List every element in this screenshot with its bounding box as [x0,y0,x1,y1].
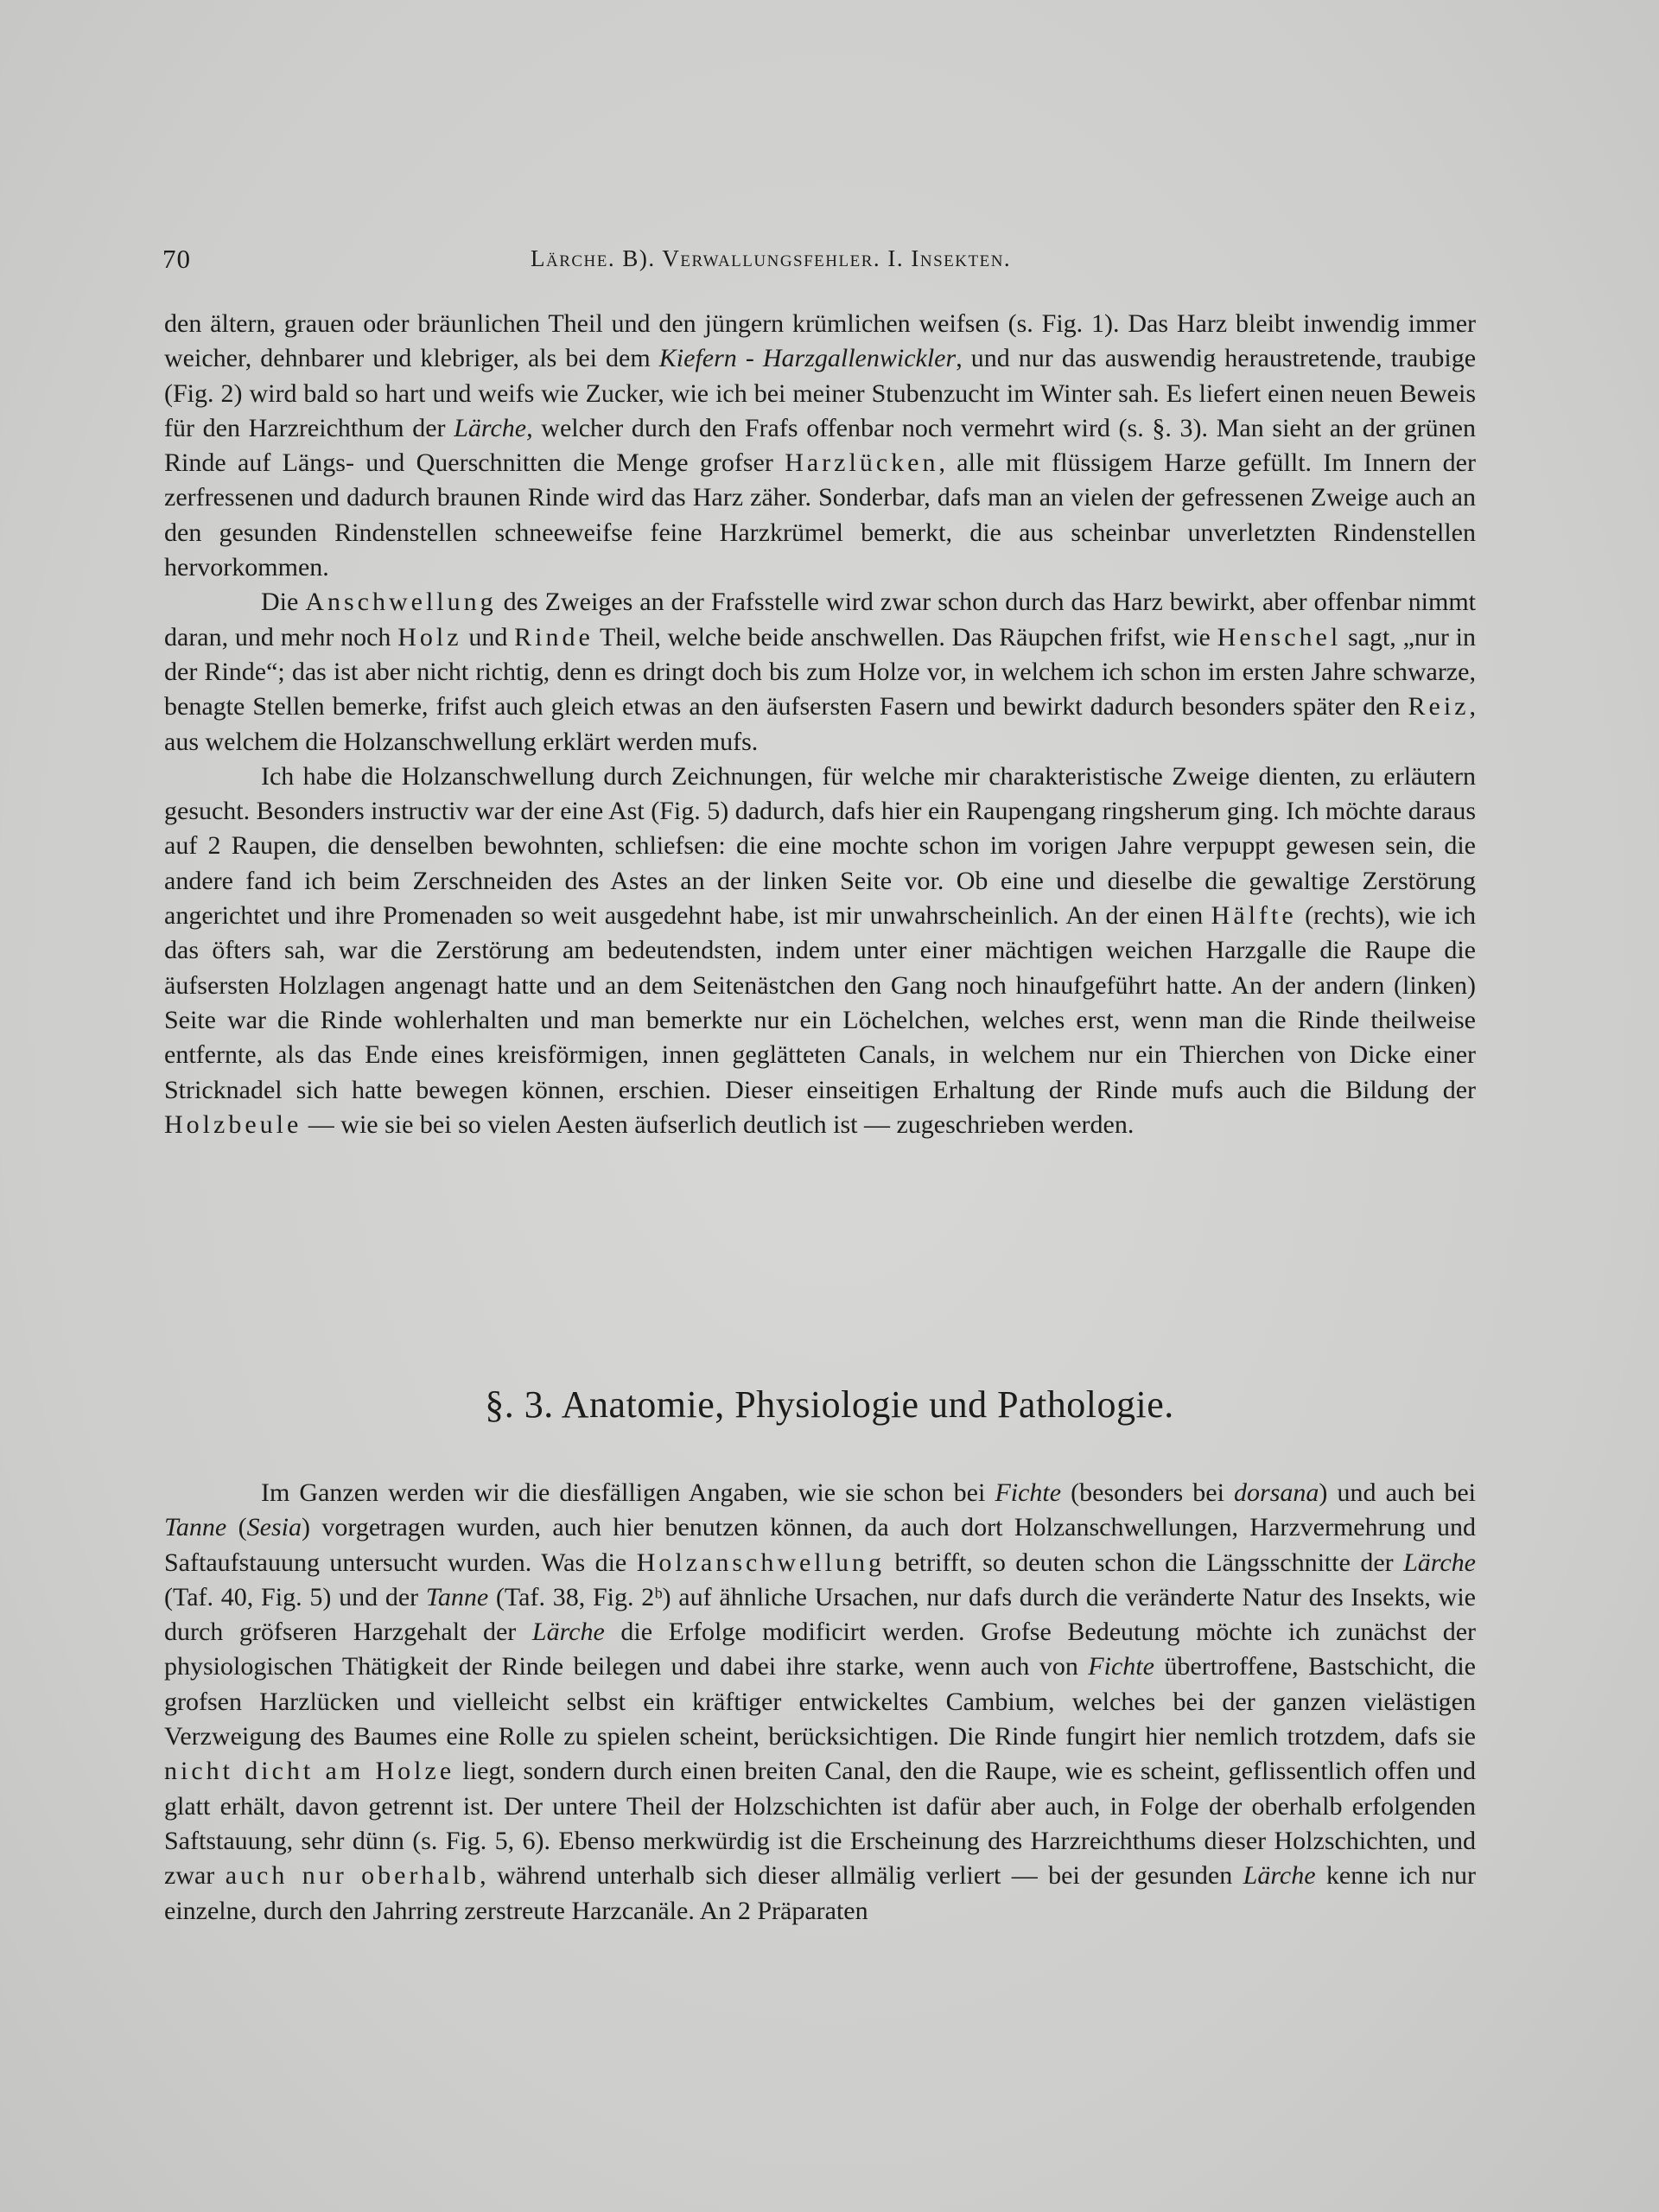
paragraph: den ältern, grauen oder bräunlichen Theil und den jüngern krümlichen weifsen (s. Fig. 1). Das Harz bleibt inwendig immer weicher, dehnbarer und klebriger, als bei dem Kiefern - Harzgallenwickler, und nur das auswendig heraustretende, traubige (Fig. 2) wird bald so hart und weifs wie Zucker, wie ich bei meiner Stubenzucht im Winter sah. Es liefert einen neuen Beweis für den Harzreichthum der Lärche, welcher durch den Frafs offenbar noch vermehrt wird (s. §. 3). Man sieht an der grünen Rinde auf Längs- und Querschnitten die Menge grofser Harzlücken, alle mit flüssigem Harze gefüllt. Im Innern der zerfressenen und dadurch braunen Rinde wird das Harz zäher. Sonderbar, dafs man an vielen der gefressenen Zweige auch an den gesunden Rindenstellen schneeweifse feine Harzkrümel bemerkt, die aus scheinbar unverletzten Rindenstellen hervorkommen. [164,309,1477,582]
paragraph: Die Anschwellung des Zweiges an der Frafsstelle wird zwar schon durch das Harz bewirkt, aber offenbar nimmt daran, und mehr noch Holz und Rinde Theil, welche beide anschwellen. Das Räupchen frifst, wie Henschel sagt, „nur in der Rinde“; das ist aber nicht richtig, denn es dringt doch bis zum Holze vor, in welchem ich schon im ersten Jahre schwarze, benagte Stellen bemerke, frifst auch gleich etwas an den äufsersten Fasern und bewirkt dadurch besonders später den Reiz, aus welchem die Holzanschwellung erklärt werden mufs. [164,588,1477,756]
text-block-top [164,307,1476,1142]
page-number: 70 [162,244,191,274]
page-header [162,244,1476,278]
running-head: Lärche. B). Verwallungsfehler. I. Insekten. [531,245,1012,271]
paragraph: Ich habe die Holzanschwellung durch Zeichnungen, für welche mir charakteristische Zweige dienten, zu erläutern gesucht. Besonders instructiv war der eine Ast (Fig. 5) dadurch, dafs hier ein Raupengang ringsherum ging. Ich möchte daraus auf 2 Raupen, die denselben bewohnten, schliefsen: die eine mochte schon im vorigen Jahre verpuppt gewesen sein, die andere fand ich beim Zerschneiden des Astes an der linken Seite vor. Ob eine und dieselbe die gewaltige Zerstörung angerichtet und ihre Promenaden so weit ausgedehnt habe, ist mir unwahrscheinlich. An der einen Hälfte (rechts), wie ich das öfters sah, war die Zerstörung am bedeutendsten, indem unter einer mächtigen weichen Harzgalle die Raupe die äufsersten Holzlagen angenagt hatte und an dem Seitenästchen den Gang noch hinaufgeführt hatte. An der andern (linken) Seite war die Rinde wohlerhalten und man bemerkte nur ein Löchelchen, welches erst, wenn man die Rinde theilweise entfernte, als das Ende eines kreisförmigen, innen geglätteten Canals, in welchem nur ein Thierchen von Dicke einer Stricknadel sich hatte bewegen können, erschien. Dieser einseitigen Erhaltung der Rinde mufs auch die Bildung der Holzbeule — wie sie bei so vielen Aesten äufserlich deutlich ist — zugeschrieben werden. [164,761,1477,1139]
section-heading: §. 3. Anatomie, Physiologie und Pathologie. [485,1383,1174,1426]
paragraph: Im Ganzen werden wir die diesfälligen Angaben, wie sie schon bei Fichte (besonders bei dorsana) und auch bei Tanne (Sesia) vorgetragen wurden, auch hier benutzen können, da auch dort Holzanschwellungen, Harzvermehrung und Saftaufstauung untersucht wurden. Was die Holzanschwellung betrifft, so deuten schon die Längsschnitte der Lärche (Taf. 40, Fig. 5) und der Tanne (Taf. 38, Fig. 2ᵇ) auf ähnliche Ursachen, nur dafs durch die veränderte Natur des Insekts, wie durch gröfseren Harzgehalt der Lärche die Erfolge modificirt werden. Grofse Bedeutung möchte ich zunächst der physiologischen Thätigkeit der Rinde beilegen und dabei ihre starke, wenn auch von Fichte übertroffene, Bastschicht, die grofsen Harzlücken und vielleicht selbst ein kräftiger entwickeltes Cambium, welches bei der ganzen vielästigen Verzweigung des Baumes eine Rolle zu spielen scheint, berücksichtigen. Die Rinde fungirt hier nemlich trotzdem, dafs sie nicht dicht am Holze liegt, sondern durch einen breiten Canal, den die Raupe, wie es scheint, geflissentlich offen und glatt erhält, davon getrennt ist. Der untere Theil der Holzschichten ist dafür aber auch, in Folge der oberhalb erfolgenden Saftstauung, sehr dünn (s. Fig. 5, 6). Ebenso merkwürdig ist die Erscheinung des Harzreichthums dieser Holzschichten, und zwar auch nur oberhalb, während unterhalb sich dieser allmälig verliert — bei der gesunden Lärche kenne ich nur einzelne, durch den Jahrring zerstreute Harzcanäle. An 2 Präparaten [164,1478,1477,1925]
text-block-bottom [164,1476,1476,1929]
